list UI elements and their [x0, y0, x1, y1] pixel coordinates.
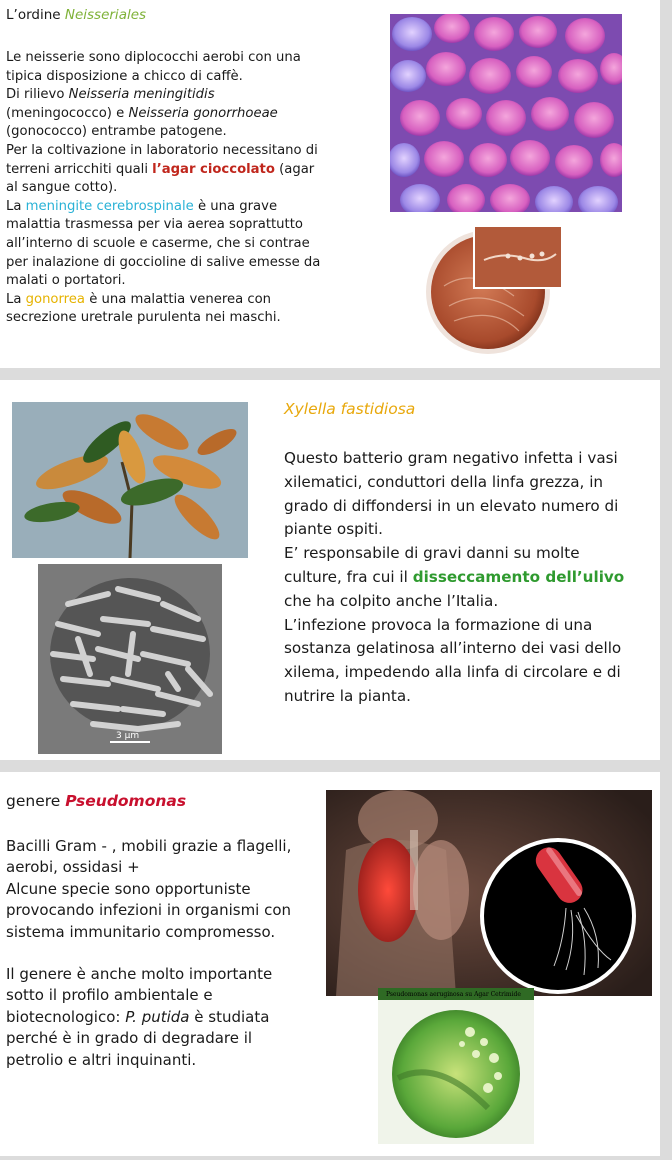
paragraph: Alcune specie sono opportuniste provocando infezioni in organismi con sistema immunitario compromesso.: [6, 879, 292, 941]
title-prefix: genere: [6, 792, 66, 810]
text-run: La: [6, 291, 26, 307]
highlight-meningite: meningite cerebrospinale: [25, 198, 194, 214]
text-run: (gonococco) entrambe patogene.: [6, 124, 227, 140]
text-run: Di rilievo: [6, 87, 69, 103]
paragraph: [6, 291, 324, 328]
text-run: (meningococco) e: [6, 105, 129, 121]
slide-body: [6, 836, 312, 1071]
paragraph: L’infezione provoca la formazione di una sostanza gelatinosa all’interno dei vasi dello xilema, impedendo alla linfa di circolare e di nutrire la pianta.: [284, 615, 622, 705]
text-run: che ha colpito anche l’Italia.: [284, 591, 499, 610]
slide-xylella: [0, 380, 660, 760]
text-run: Il genere è anche molto importante sotto il profilo ambientale e biotecnologico:: [6, 965, 273, 1026]
chocolate-agar-petri-dish: [424, 226, 564, 356]
slide-title: [6, 7, 146, 23]
text-run: (agar al sangue cotto).: [6, 161, 315, 196]
paragraph: Questo batterio gram negativo infetta i vasi xilematici, conduttori della linfa grezza, in grado di diffondersi in un elevato numero di piante ospiti.: [284, 449, 619, 539]
species-name: Neisseria meningitidis: [68, 87, 215, 103]
lungs-infection-illustration: [326, 790, 652, 996]
text-run: Per la coltivazione in laboratorio necessitano di terreni arricchiti quali: [6, 142, 318, 177]
text-run: è una malattia venerea con secrezione uretrale purulenta nei maschi.: [6, 291, 281, 326]
text-run: La: [6, 198, 26, 214]
diplococci-micrograph: [390, 14, 622, 212]
text-run: E’ responsabile di gravi danni su molte culture, fra cui il: [284, 544, 580, 586]
pseudomonas-petri-dish: [378, 988, 534, 1144]
spacer: [6, 943, 312, 964]
title-name: Neisseriales: [64, 7, 147, 23]
xylella-sem-micrograph: [38, 564, 222, 754]
paragraph: [6, 86, 324, 142]
slide-title: [6, 792, 186, 810]
paragraph: [6, 142, 324, 198]
slide-body: [284, 447, 634, 709]
paragraph: Le neisserie sono diplococchi aerobi con una tipica disposizione a chicco di caffè.: [6, 50, 301, 84]
slide-title: Xylella fastidiosa: [284, 400, 416, 418]
paragraph: Bacilli Gram - , mobili grazie a flagelli, aerobi, ossidasi +: [6, 837, 292, 877]
paragraph: [6, 964, 312, 1071]
slide-neisseriales: [0, 0, 660, 368]
paragraph: [284, 542, 634, 613]
infected-plant-photo: [12, 402, 248, 558]
text-run: è studiata perché è in grado di degradare il petrolio e altri inquinanti.: [6, 1007, 270, 1069]
slide-body: [6, 49, 324, 328]
highlight-gonorrea: gonorrea: [25, 291, 86, 307]
petri-caption: Pseudomonas aeruginosa su Agar Cetrimide: [386, 991, 521, 998]
slide-pseudomonas: [0, 772, 660, 1156]
title-prefix: L’ordine: [6, 7, 65, 23]
paragraph: [6, 198, 324, 291]
scale-bar-label: 3 μm: [116, 731, 140, 741]
species-name: Neisseria gonorrhoeae: [128, 105, 278, 121]
species-name: P. putida: [125, 1007, 190, 1026]
highlight-ulivo: disseccamento dell’ulivo: [412, 567, 625, 586]
text-run: è una grave malattia trasmessa per via aerea soprattutto all’interno di scuole e caserme, che si contrae per inalazione di goccioline di salive emesse da malati o portatori.: [6, 198, 321, 289]
title-name: Pseudomonas: [65, 792, 187, 810]
highlight-agar: l’agar cioccolato: [152, 161, 275, 177]
